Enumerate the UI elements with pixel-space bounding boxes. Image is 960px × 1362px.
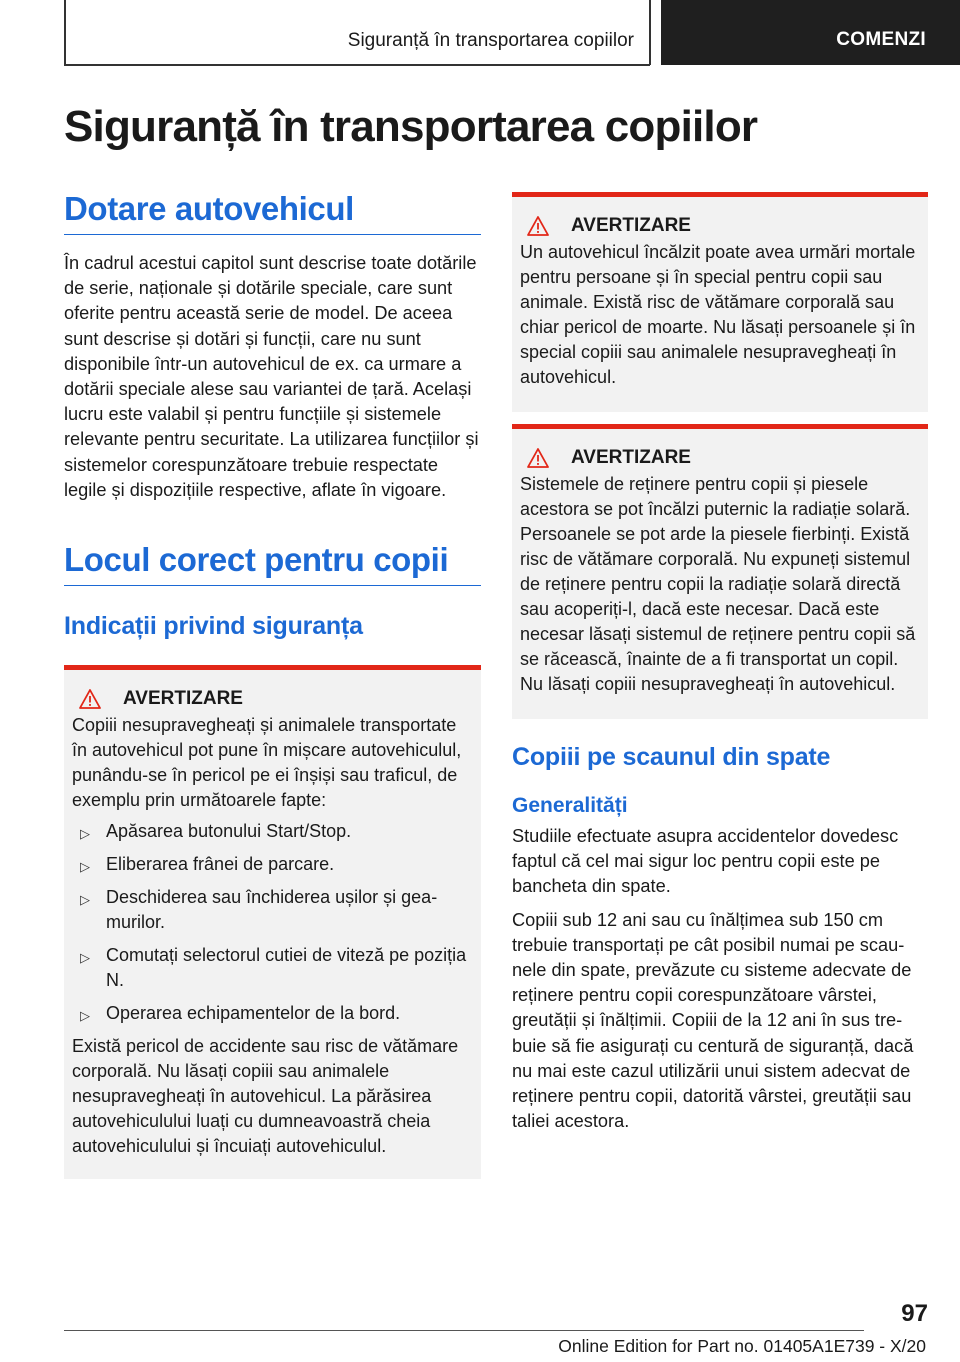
left-column — [64, 190, 481, 1179]
chapter-tab-label: COMENZI — [836, 29, 926, 50]
warning-label: AVERTIZARE — [571, 447, 691, 468]
equipment-paragraph: În cadrul acestui capitol sunt descrise toate dotările de serie, naționale și dotările speciale, care sunt oferite pentru această serie de model. De aceea sunt descrise și dotări și funcții, care nu sunt disponibile într-un autovehicul de ex. ca urmare a dotării speciale alese sau variantei de țară. Același lucru este valabil și pentru funcțiile și sistemele relevante pentru securitate. La utilizarea funcțiilor și sistemelor corespunzătoare trebuie respectate legile și dispozițiile respective, aflate în vigoare. — [64, 253, 479, 500]
header-rule-right — [649, 0, 651, 65]
triangle-right-bullet-icon: ▷ — [80, 859, 90, 875]
triangle-right-bullet-icon: ▷ — [80, 892, 90, 908]
warning-triangle-icon — [527, 448, 549, 468]
warning-text: Sistemele de reținere pentru copii și piesele acestora se pot încălzi puternic la radiație solară. Persoanele se pot arde la piesele fierbinți. Există risc de vătămare corporală. Nu expuneți sistemul de reținere pentru copii la radiație solară directă sau acoperiți-l, dacă este necesar. Dacă este necesar lăsați sistemul de reținere pentru copii să se răcească, înainte de a fi transportat un copil. Nu lăsați copiii nesupravegheați în autovehicul. — [520, 474, 916, 694]
triangle-right-bullet-icon: ▷ — [80, 950, 90, 966]
warning-label: AVERTIZARE — [571, 215, 691, 236]
right-column — [512, 192, 928, 1134]
warning-text: Un autovehicul încălzit poate avea urmări mortale pentru persoane și în special pentru copii sau animale. Există risc de vătămare corporală sau chiar pericol de moarte. Nu lăsați persoanele și în special copiii sau animalele nesupravegheați în autovehicul. — [520, 242, 916, 387]
warning-outro: Există pericol de accidente sau risc de vătămare corporală. Nu lăsați copiii sau animalele nesupravegheați în autovehicul. La părăsirea autovehiculului luați cu dumneavoastră cheia autovehiculului și încuiați autovehiculul. — [72, 1036, 459, 1157]
section-title-equipment: Dotare autovehicul — [64, 190, 481, 235]
warning-list — [72, 819, 473, 1026]
general-paragraph-1: Studiile efectuate asupra accidentelor dovedesc faptul că cel mai sigur loc pentru copii este pe bancheta din spate. — [512, 826, 899, 897]
section-title-child-place: Locul corect pentru copii — [64, 541, 481, 586]
warning-heading — [520, 447, 920, 469]
chapter-tab[interactable] — [661, 0, 960, 65]
page-title: Siguranță în transportarea copiilor — [64, 102, 758, 151]
general-paragraph-2: Copiii sub 12 ani sau cu înălțimea sub 150 cm trebuie transportați pe cât posibil numai pe scaunele din spate, prevăzute cu sisteme adecvate de reținere pentru copii corespunzătoare vârstei, greutății și înălțimii. Copiii de la 12 ani în sus trebuie să fie asigurați cu centură de siguranță, dacă nu mai este cazul utilizării unui sistem adecvat de reținere pentru copii, datorită vârstei, greutății sau taliei acestora. — [512, 909, 914, 1132]
list-item: ▷ Deschiderea sau închiderea ușilor și geamurilor. — [80, 887, 438, 933]
triangle-right-bullet-icon: ▷ — [80, 1008, 90, 1024]
triangle-right-bullet-icon: ▷ — [80, 826, 90, 842]
warning-triangle-icon — [79, 689, 101, 709]
warning-heading — [520, 215, 920, 237]
warning-intro: Copiii nesupravegheați și animalele transportate în autovehicul pot pune în mișcare autovehiculul, punându-se în pericol pe ei înșiși sau traficul, de exemplu prin următoarele fapte: — [72, 715, 462, 811]
warning-triangle-icon — [527, 216, 549, 236]
page-number: 97 — [901, 1300, 928, 1327]
warning-box-heated-vehicle — [512, 192, 928, 412]
running-title: Siguranță în transportarea copiilor — [347, 30, 634, 51]
header-rule — [64, 64, 650, 66]
warning-box-unattended — [64, 665, 481, 1179]
list-item: ▷ Eliberarea frânei de parcare. — [72, 852, 473, 877]
list-item: ▷ Apăsarea butonului Start/Stop. — [72, 819, 473, 844]
list-item: ▷ Comutați selectorul cutiei de viteză pe poziția N. — [80, 945, 467, 991]
section-title-rear-seat: Copiii pe scaunul din spate — [512, 743, 831, 771]
warning-label: AVERTIZARE — [123, 688, 243, 710]
subsection-title-general: Generalități — [512, 794, 628, 817]
warning-heading — [72, 688, 473, 710]
footer-edition: Online Edition for Part no. 01405A1E739 - X/20 — [558, 1336, 926, 1356]
footer-rule — [64, 1330, 864, 1331]
warning-box-hot-restraint — [512, 424, 928, 719]
subsection-title-safety: Indicații privind siguranța — [64, 612, 363, 641]
list-item: ▷ Operarea echipamentelor de la bord. — [72, 1001, 473, 1026]
